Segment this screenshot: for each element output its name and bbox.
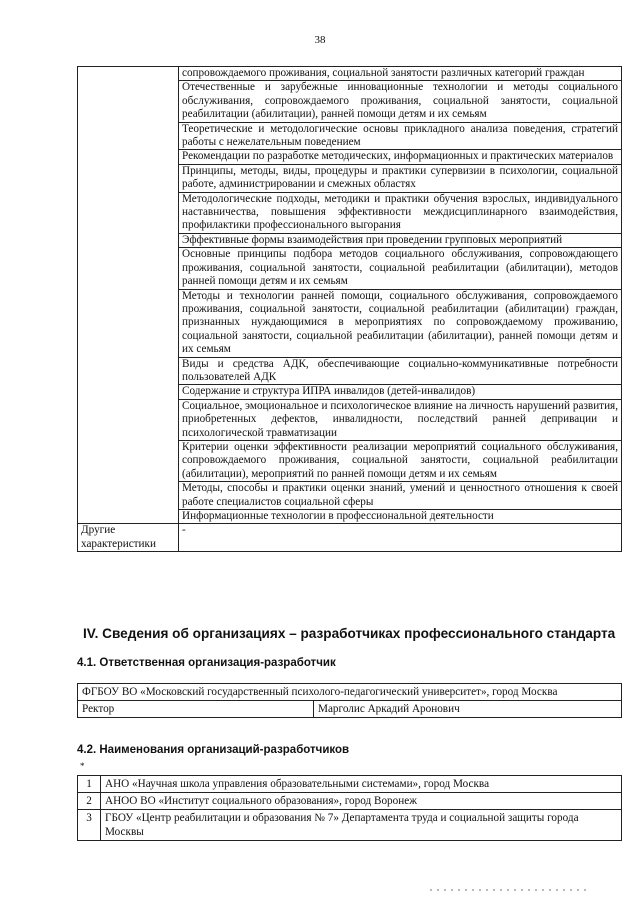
knowledge-item: Содержание и структура ИПРА инвалидов (детей-инвалидов) [179, 385, 622, 399]
org-name: АНО «Научная школа управления образовательными системами», город Москва [101, 776, 622, 793]
org-name: ГБОУ «Центр реабилитации и образования № 7» Департамента труда и социальной защиты города Москвы [101, 810, 622, 841]
knowledge-table [77, 66, 622, 552]
knowledge-item: Отечественные и зарубежные инновационные технологии и методы социального обслуживания, сопровождаемого проживания, социальной занятости, социальной реабилитации (абилитации), ранней помощи детям и их семьям [179, 81, 622, 122]
responsible-org-table [77, 683, 622, 718]
table-row [78, 776, 622, 793]
knowledge-item: Виды и средства АДК, обеспечивающие социально-коммуникативные потребности пользователей АДК [179, 357, 622, 385]
org-number: 1 [78, 776, 101, 793]
knowledge-item: Эффективные формы взаимодействия при проведении групповых мероприятий [179, 233, 622, 247]
table-row [78, 67, 622, 81]
org-number: 3 [78, 810, 101, 841]
org-number: 2 [78, 793, 101, 810]
table-row [78, 701, 622, 718]
other-characteristics-label: Другие характеристики [78, 524, 179, 552]
page-number: 38 [314, 34, 326, 46]
knowledge-item: Методы и технологии ранней помощи, социального обслуживания, сопровождаемого проживания, социальной занятости, социальной реабилитации (абилитации) граждан, признанных нуждающимися в мероприятиях по сопровождаемому проживанию, социальной занятости, социальной реабилитации (абилитации), ранней помощи детям и их семьям [179, 289, 622, 357]
org-name: АНОО ВО «Институт социального образования», город Воронеж [101, 793, 622, 810]
scan-artifact [430, 889, 590, 891]
table-row [78, 524, 622, 552]
knowledge-item: Критерии оценки эффективности реализации мероприятий социального обслуживания, сопровождаемого проживания, социальной занятости, социальной реабилитации (абилитации), мероприятий по ранней помощи детям и их семьям [179, 440, 622, 481]
section-title: IV. Сведения об организациях – разработчиках профессионального стандарта [83, 626, 616, 641]
table-row [78, 684, 622, 701]
subsection-title-responsible: 4.1. Ответственная организация-разработчик [77, 657, 336, 669]
knowledge-item: Основные принципы подбора методов социального обслуживания, сопровождающего проживания, социальной занятости, социальной реабилитации (абилитации), методов ранней помощи детям и их семьям [179, 248, 622, 289]
table-row [78, 793, 622, 810]
scan-mark: * [80, 761, 85, 771]
table-row [78, 810, 622, 841]
responsible-org-name: ФГБОУ ВО «Московский государственный психолого-педагогический университет», город Москва [78, 684, 622, 701]
subsection-title-developers: 4.2. Наименования организаций-разработчиков [77, 744, 350, 756]
knowledge-item: Методы, способы и практики оценки знаний, умений и ценностного отношения к своей работе специалистов социальной сферы [179, 482, 622, 510]
developer-orgs-table [77, 775, 622, 841]
knowledge-item: сопровождаемого проживания, социальной занятости различных категорий граждан [179, 67, 622, 81]
knowledge-item: Рекомендации по разработке методических, информационных и практических материалов [179, 150, 622, 164]
responsible-person: Марголис Аркадий Аронович [314, 701, 622, 718]
knowledge-item: Социальное, эмоциональное и психологическое влияние на личность нарушений развития, приобретенных дефектов, инвалидности, последствий ранней депривации и психологической травматизации [179, 399, 622, 440]
responsible-position: Ректор [78, 701, 314, 718]
knowledge-item: Информационные технологии в профессиональной деятельности [179, 510, 622, 524]
knowledge-item: Методологические подходы, методики и практики обучения взрослых, индивидуального наставничества, повышения эффективности междисциплинарного взаимодействия, профилактики профессионального выгорания [179, 192, 622, 233]
other-characteristics-value: - [179, 524, 622, 552]
row-label-empty [78, 67, 179, 524]
knowledge-item: Принципы, методы, виды, процедуры и практики супервизии в психологии, социальной работе, администрировании и смежных областях [179, 164, 622, 192]
knowledge-item: Теоретические и методологические основы прикладного анализа поведения, стратегий работы с нежелательным поведением [179, 122, 622, 150]
